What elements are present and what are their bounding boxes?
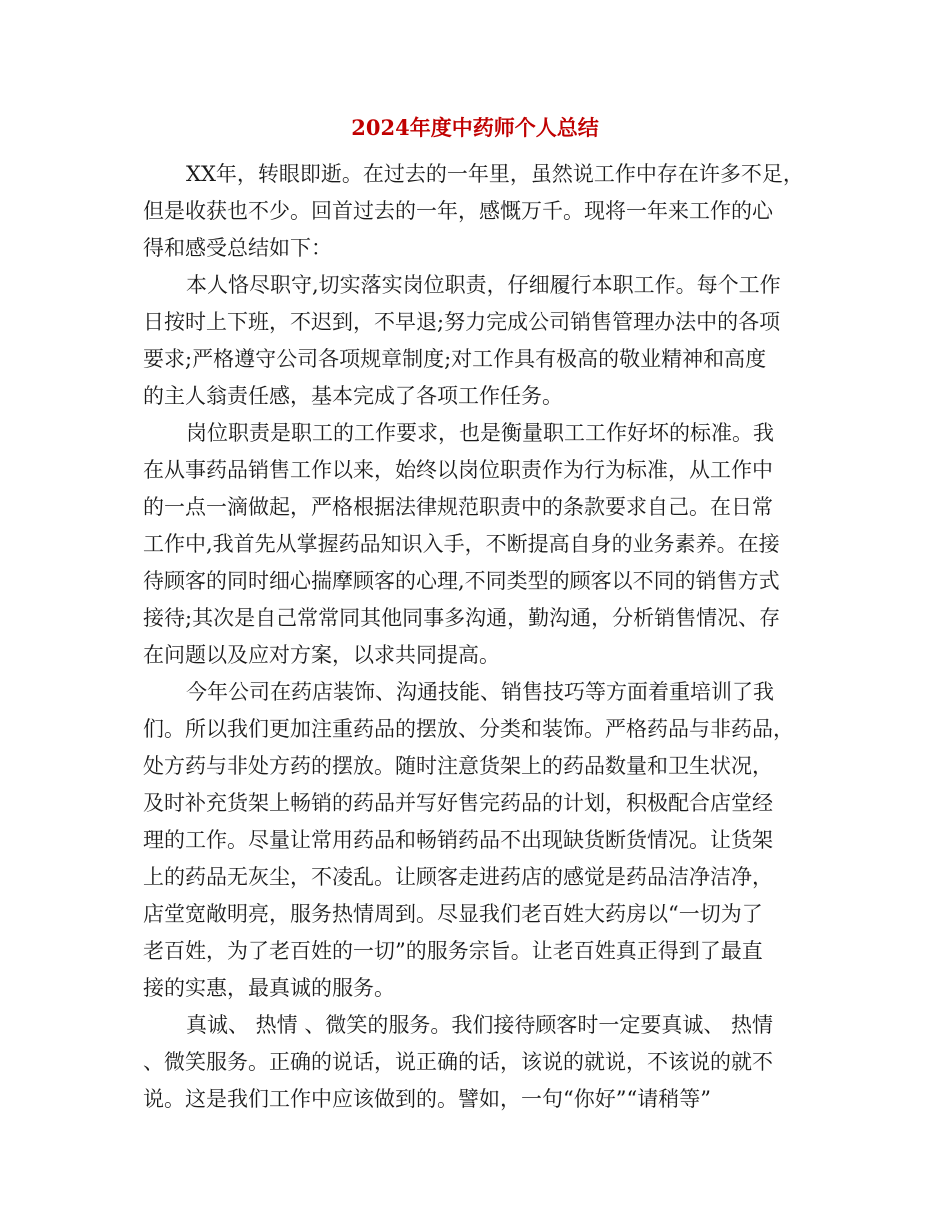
text-line: 接的实惠，最真诚的服务。 [143, 976, 395, 1000]
text-line: 处方药与非处方药的摆放。随时注意货架上的药品数量和卫生状况， [143, 754, 773, 778]
paragraph-service [143, 1007, 823, 1118]
text-line: XX年，转眼即逝。在过去的一年里，虽然说工作中存在许多不足， [186, 162, 804, 186]
text-line: 今年公司在药店装饰、沟通技能、销售技巧等方面着重培训了我 [186, 680, 774, 704]
text-line: 本人恪尽职守,切实落实岗位职责，仔细履行本职工作。每个工作 [186, 273, 781, 297]
text-line: 要求;严格遵守公司各项规章制度;对工作具有极高的敬业精神和高度 [143, 347, 767, 371]
text-line: 老百姓，为了老百姓的一切”的服务宗旨。让老百姓真正得到了最直 [143, 939, 763, 963]
paragraph-training [143, 674, 823, 1007]
paragraph-duty [143, 267, 823, 415]
text-line: 理的工作。尽量让常用药品和畅销药品不出现缺货断货情况。让货架 [143, 828, 773, 852]
text-line: 但是收获也不少。回首过去的一年，感慨万千。现将一年来工作的心 [143, 199, 773, 223]
text-line: 及时补充货架上畅销的药品并写好售完药品的计划，积极配合店堂经 [143, 791, 773, 815]
text-line: 真诚、 热情 、微笑的服务。我们接待顾客时一定要真诚、 热情 [186, 1013, 774, 1037]
text-line: 说。这是我们工作中应该做到的。譬如，一句“你好”“请稍等” [143, 1087, 711, 1111]
text-line: 在问题以及应对方案，以求共同提高。 [143, 643, 500, 667]
document-title: 2024年度中药师个人总结 [351, 115, 599, 140]
text-line: 上的药品无灰尘，不凌乱。让顾客走进药店的感觉是药品洁净洁净， [143, 865, 773, 889]
document-body [143, 156, 823, 1118]
paragraph-intro [143, 156, 823, 267]
paragraph-responsibility [143, 415, 823, 674]
text-line: 在从事药品销售工作以来，始终以岗位职责作为行为标准，从工作中 [143, 458, 773, 482]
text-line: 、微笑服务。正确的说话，说正确的话，该说的就说，不该说的就不 [143, 1050, 773, 1074]
text-line: 的一点一滴做起，严格根据法律规范职责中的条款要求自己。在日常 [143, 495, 773, 519]
text-line: 接待;其次是自己常常同其他同事多沟通，勤沟通，分析销售情况、存 [143, 606, 781, 630]
text-line: 的主人翁责任感，基本完成了各项工作任务。 [143, 384, 563, 408]
text-line: 岗位职责是职工的工作要求，也是衡量职工工作好坏的标准。我 [186, 421, 774, 445]
text-line: 日按时上下班，不迟到，不早退;努力完成公司销售管理办法中的各项 [143, 310, 781, 334]
text-line: 待顾客的同时细心揣摩顾客的心理,不同类型的顾客以不同的销售方式 [143, 569, 780, 593]
text-line: 得和感受总结如下： [143, 236, 332, 260]
text-line: 店堂宽敞明亮，服务热情周到。尽显我们老百姓大药房以“一切为了 [143, 902, 763, 926]
text-line: 们。所以我们更加注重药品的摆放、分类和装饰。严格药品与非药品， [143, 717, 794, 741]
text-line: 工作中,我首先从掌握药品知识入手，不断提高自身的业务素养。在接 [143, 532, 780, 556]
